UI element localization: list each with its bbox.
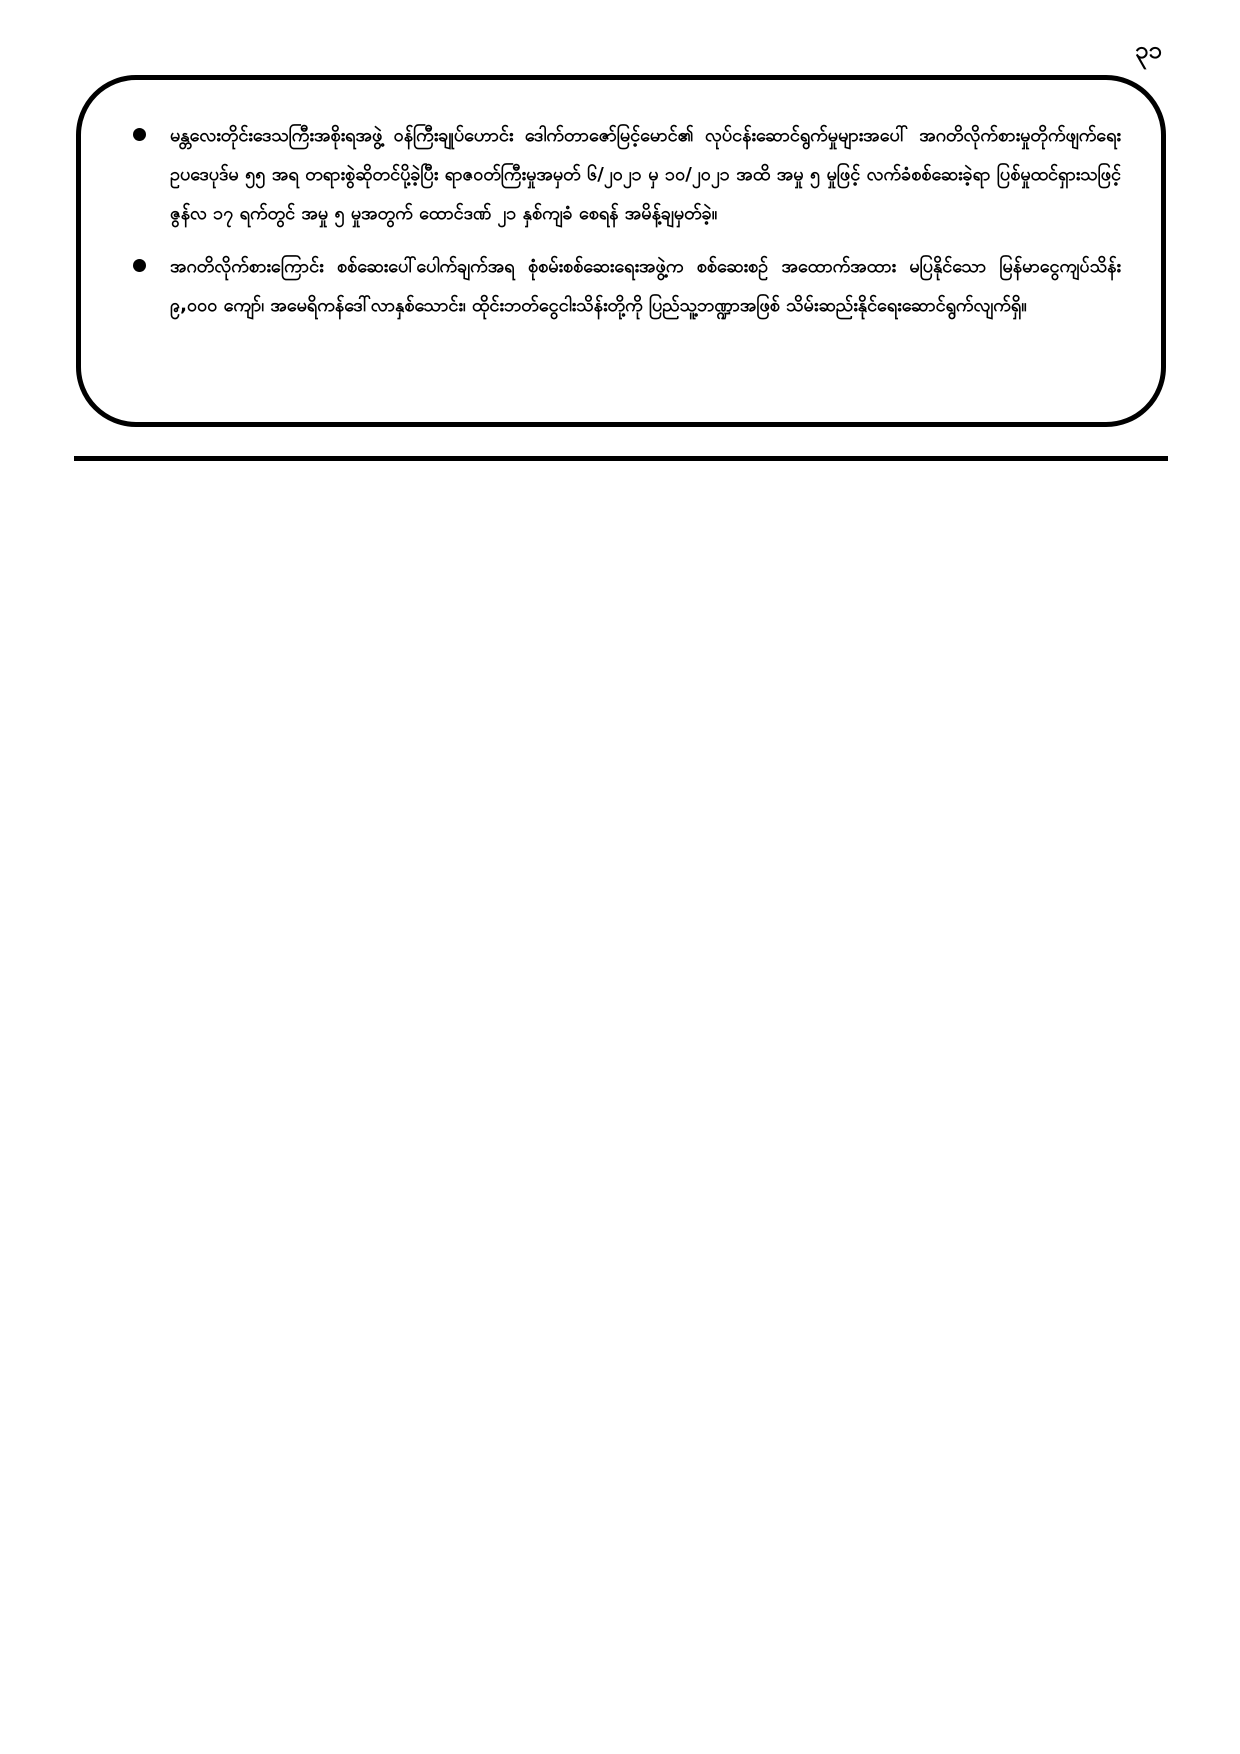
rounded-bullet-box [76,75,1166,427]
bullet-text-1: မန္တလေးတိုင်းဒေသကြီးအစိုးရအဖွဲ့ ဝန်ကြီးချုပ်ဟောင်း ဒေါက်တာဇော်မြင့်မောင်၏ လုပ်ငန်းဆောင်ရွက်မှုများအပေါ် အဂတိလိုက်စားမှုတိုက်ဖျက်ရေးဥပဒေပုဒ်မ ၅၅ အရ တရားစွဲဆိုတင်ပို့ခဲ့ပြီး ရာဇဝတ်ကြီးမှုအမှတ် ၆/၂၀၂၁ မှ ၁၀/၂၀၂၁ အထိ အမှု ၅ မှုဖြင့် လက်ခံစစ်ဆေးခဲ့ရာ ပြစ်မှုထင်ရှားသဖြင့် ဇွန်လ ၁၇ ရက်တွင် အမှု ၅ မှုအတွက် ထောင်ဒဏ် ၂၁ နှစ်ကျခံ စေရန် အမိန့်ချမှတ်ခဲ့။ [170,125,1121,224]
horizontal-rule [74,456,1168,461]
bullet-dot-icon [133,259,146,272]
bullet-list [133,116,1121,325]
bullet-dot-icon [133,128,146,141]
bullet-item-1 [133,116,1121,233]
page-number: ၃၁ [1135,36,1162,64]
bullet-text-2: အဂတိလိုက်စားကြောင်း စစ်ဆေးပေါ်ပေါက်ချက်အရ စုံစမ်းစစ်ဆေးရေးအဖွဲ့က စစ်ဆေးစဉ် အထောက်အထား မပြနိုင်သော မြန်မာငွေကျပ်သိန်း ၉,၀၀၀ ကျော်၊ အမေရိကန်ဒေါ်လာနှစ်သောင်း၊ ထိုင်းဘတ်ငွေငါးသိန်းတို့ကို ပြည်သူ့ဘဏ္ဍာအဖြစ် သိမ်းဆည်းနိုင်ရေးဆောင်ရွက်လျက်ရှိ။ [170,256,1121,316]
bullet-item-2 [133,247,1121,325]
